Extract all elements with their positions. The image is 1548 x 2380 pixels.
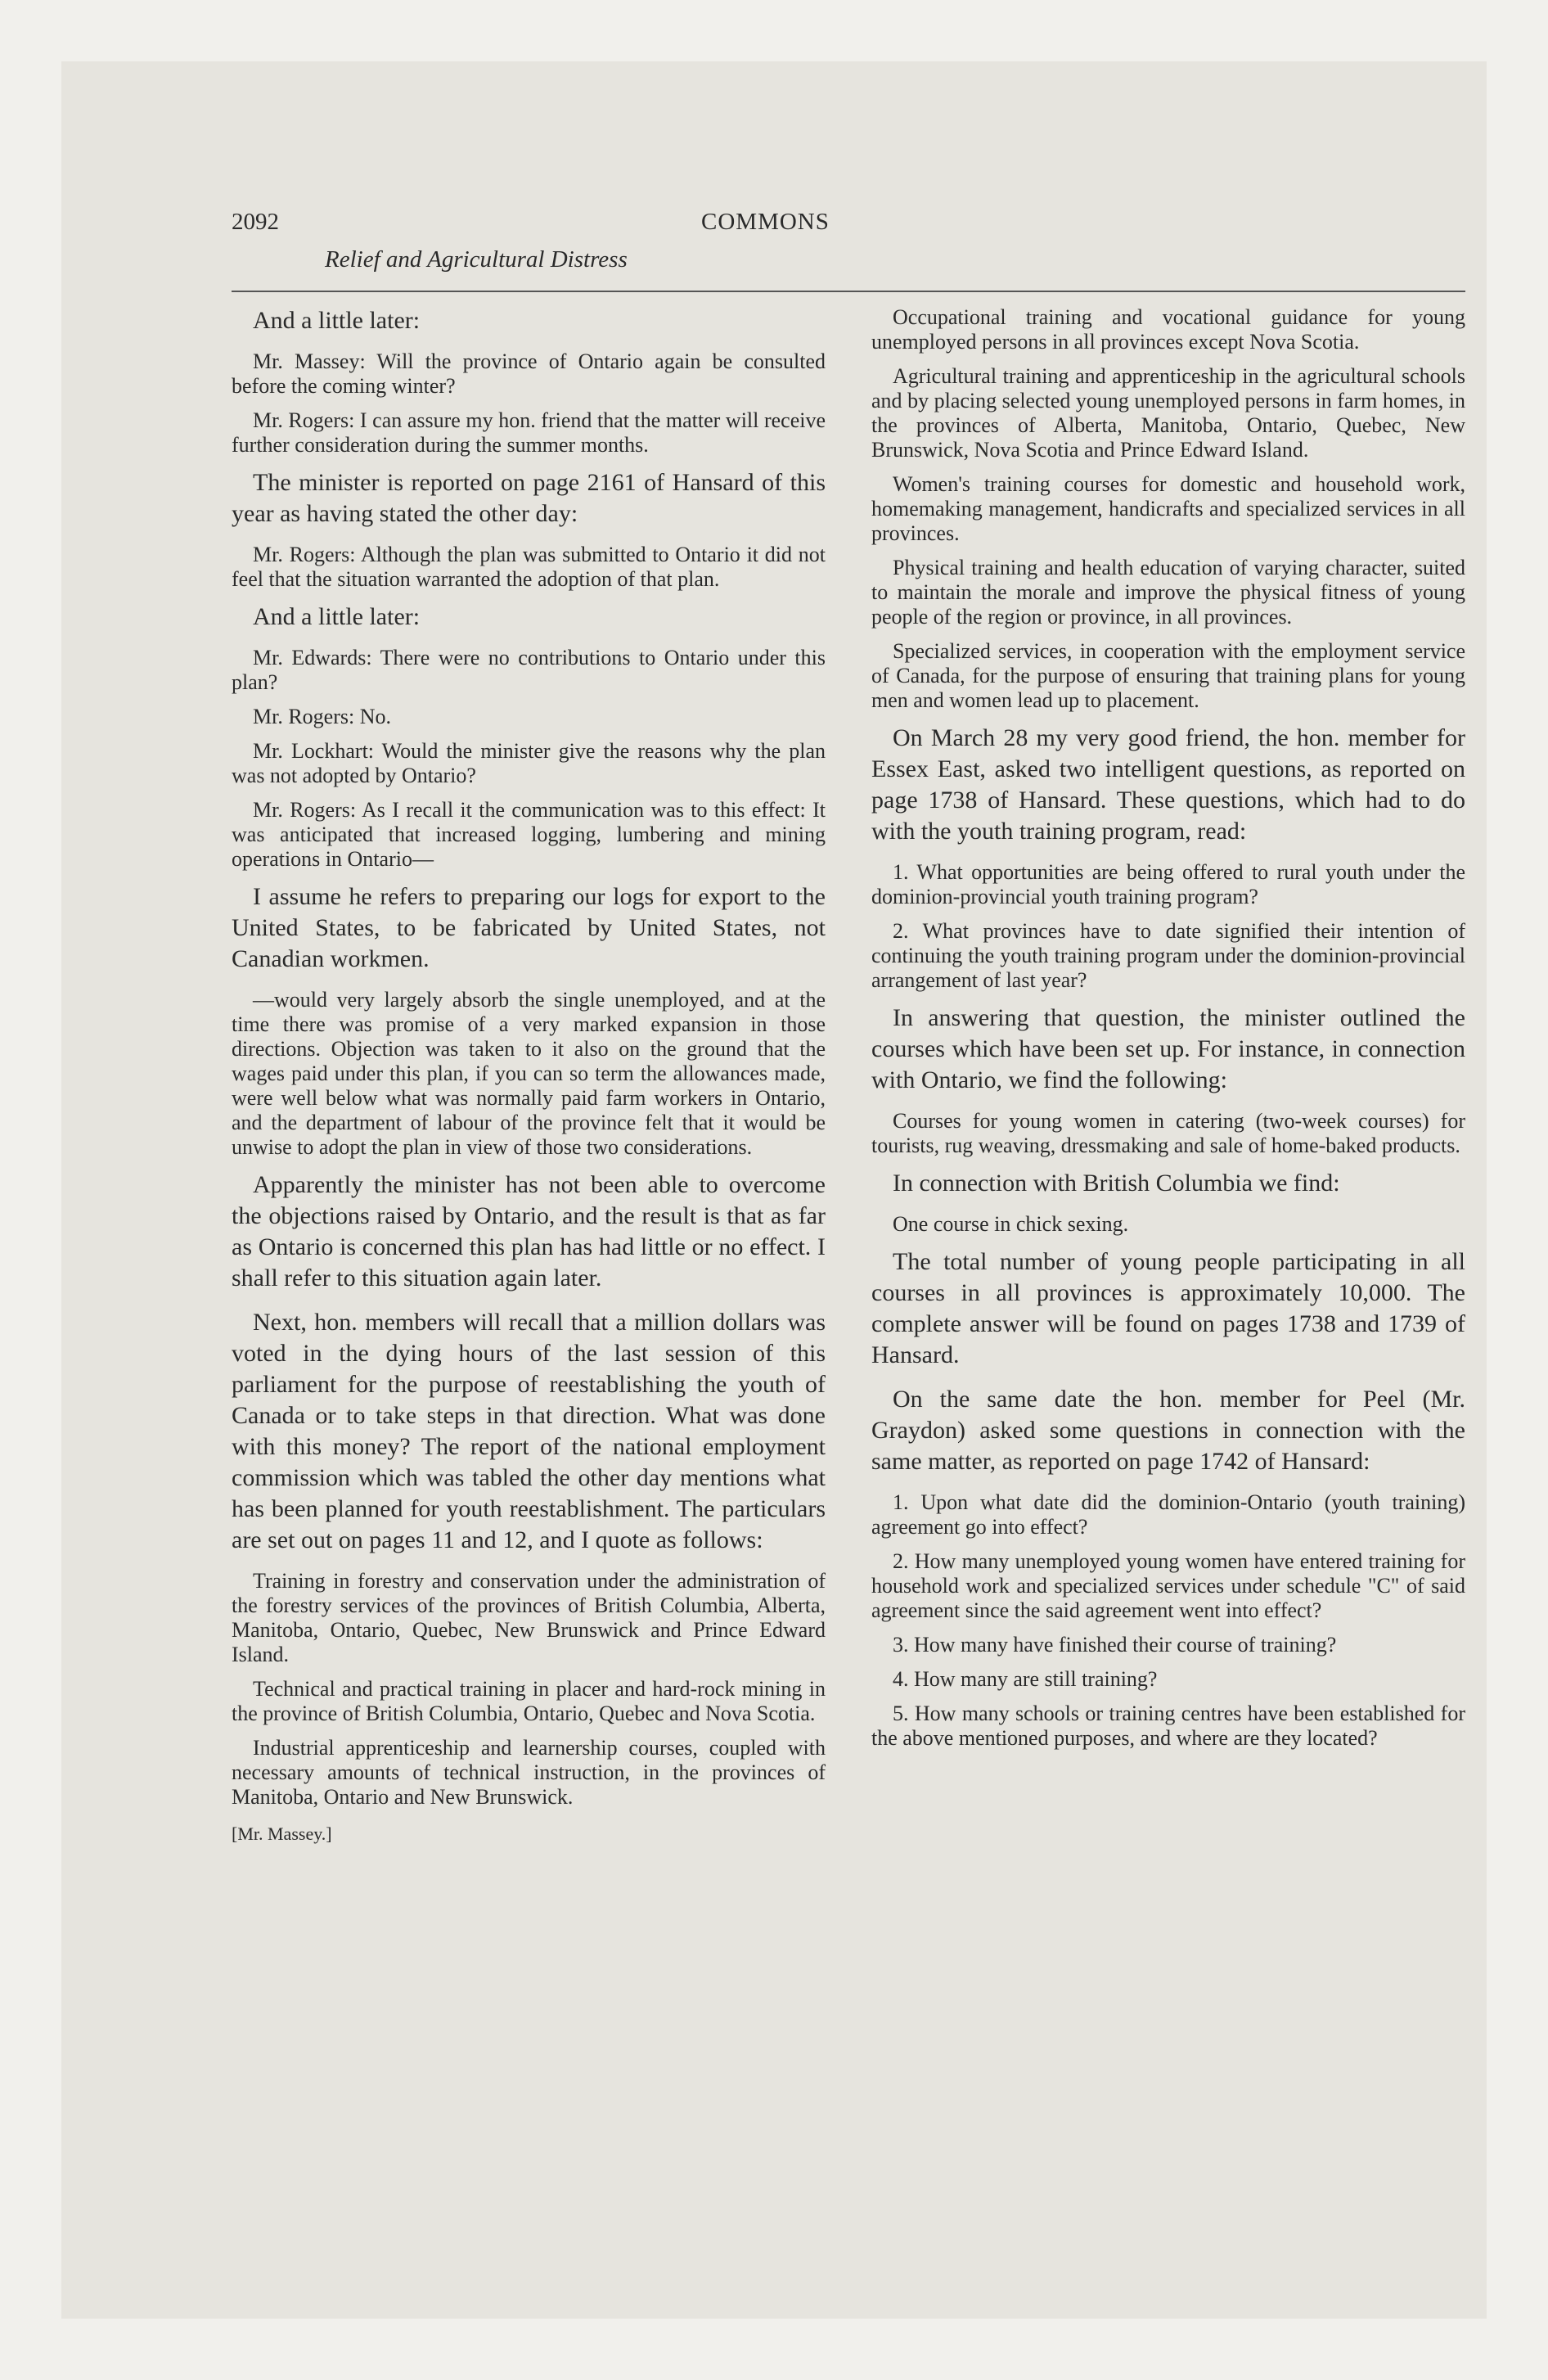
paragraph: Mr. Rogers: As I recall it the communication was to this effect: It was anticipated that increased logging, lumbering and mining operations in Ontario— — [232, 798, 826, 871]
page-header — [169, 150, 1364, 281]
paragraph: Mr. Edwards: There were no contributions to Ontario under this plan? — [232, 646, 826, 694]
document-page — [61, 61, 1487, 2319]
paragraph: Industrial apprenticeship and learnership courses, coupled with necessary amounts of technical instruction, in the provinces of Manitoba, Ontario and New Brunswick. — [232, 1736, 826, 1809]
paragraph: Mr. Rogers: I can assure my hon. friend that the matter will receive further consideration during the summer months. — [232, 408, 826, 457]
paragraph: 1. Upon what date did the dominion-Ontario (youth training) agreement go into effect? — [871, 1490, 1465, 1539]
paragraph: Physical training and health education of varying character, suited to maintain the morale and improve the physical fitness of young people of the region or province, in all provinces. — [871, 556, 1465, 629]
paragraph: Next, hon. members will recall that a million dollars was voted in the dying hours of the last session of this parliament for the purpose of reestablishing the youth of Canada or to take steps in that direction. What was done with this money? The report of the national employment commission which was tabled the other day mentions what has been planned for youth reestablishment. The particulars are set out on pages 11 and 12, and I quote as follows: — [232, 1309, 826, 1553]
text-columns — [232, 305, 1465, 1855]
page-content — [169, 150, 1465, 1844]
paragraph: Mr. Massey: Will the province of Ontario again be consulted before the coming winter? — [232, 349, 826, 398]
paragraph: Apparently the minister has not been able to overcome the objections raised by Ontario, and the result is that as far as Ontario is concerned this plan has had little or no effect. I shall refer to this situation again later. — [232, 1171, 826, 1291]
paragraph: The minister is reported on page 2161 of Hansard of this year as having stated the other day: — [232, 469, 826, 527]
paragraph: Women's training courses for domestic and household work, homemaking management, handicrafts and specialized services in all provinces. — [871, 472, 1465, 545]
paragraph: Mr. Lockhart: Would the minister give the reasons why the plan was not adopted by Ontario? — [232, 739, 826, 787]
running-title: COMMONS — [701, 209, 830, 235]
paragraph: Technical and practical training in placer and hard-rock mining in the province of British Columbia, Ontario, Quebec and Nova Scotia. — [232, 1677, 826, 1725]
header-rule — [232, 291, 1465, 292]
paragraph: [Mr. Massey.] — [232, 1823, 332, 1844]
paragraph: Training in forestry and conservation under the administration of the forestry services of the provinces of British Columbia, Alberta, Manitoba, Ontario, Quebec, New Brunswick and Prince Edward Island. — [232, 1569, 826, 1666]
right-column — [871, 305, 1465, 1855]
paragraph: The total number of young people participating in all courses in all provinces is approximately 10,000. The complete answer will be found on pages 1738 and 1739 of Hansard. — [871, 1248, 1465, 1368]
paragraph: One course in chick sexing. — [893, 1212, 1129, 1236]
paragraph: 2. What provinces have to date signified their intention of continuing the youth training program under the dominion-provincial arrangement of last year? — [871, 919, 1465, 992]
paragraph: 3. How many have finished their course of training? — [893, 1633, 1337, 1657]
paragraph: 2. How many unemployed young women have entered training for household work and specialized services under schedule "C" of said agreement since the said agreement went into effect? — [871, 1549, 1465, 1622]
paragraph: And a little later: — [253, 603, 421, 630]
paragraph: I assume he refers to preparing our logs for export to the United States, to be fabricated by United States, not Canadian workmen. — [232, 883, 826, 972]
paragraph: In answering that question, the minister outlined the courses which have been set up. For instance, in connection with Ontario, we find the following: — [871, 1004, 1465, 1093]
paragraph: On the same date the hon. member for Peel (Mr. Graydon) asked some questions in connection with the same matter, as reported on page 1742 of Hansard: — [871, 1386, 1465, 1475]
paragraph: Mr. Rogers: Although the plan was submitted to Ontario it did not feel that the situation warranted the adoption of that plan. — [232, 543, 826, 591]
paragraph: 4. How many are still training? — [893, 1667, 1158, 1691]
paragraph: 5. How many schools or training centres have been established for the above mentioned purposes, and where are they located? — [871, 1702, 1465, 1750]
paragraph: —would very largely absorb the single unemployed, and at the time there was promise of a very marked expansion in those directions. Objection was taken to it also on the ground that the wages paid under this plan, if you can so term the allowances made, were well below what was normally paid farm workers in Ontario, and the department of labour of the province felt that it would be unwise to adopt the plan in view of those two considerations. — [232, 988, 826, 1159]
paragraph: Specialized services, in cooperation with the employment service of Canada, for the purpose of ensuring that training plans for young men and women lead up to placement. — [871, 639, 1465, 712]
paragraph: And a little later: — [253, 307, 421, 334]
paragraph: Agricultural training and apprenticeship in the agricultural schools and by placing selected young unemployed persons in farm homes, in the provinces of Alberta, Manitoba, Ontario, Quebec, New Brunswick, Nova Scotia and Prince Edward Island. — [871, 364, 1465, 462]
section-title: Relief and Agricultural Distress — [325, 246, 628, 273]
paragraph: 1. What opportunities are being offered to rural youth under the dominion-provincial youth training program? — [871, 860, 1465, 908]
paragraph: Mr. Rogers: No. — [253, 705, 391, 728]
left-column — [232, 305, 826, 1855]
paragraph: Courses for young women in catering (two-week courses) for tourists, rug weaving, dressmaking and sale of home-baked products. — [871, 1109, 1465, 1157]
paragraph: In connection with British Columbia we find: — [893, 1170, 1340, 1197]
page-number: 2092 — [232, 209, 279, 235]
paragraph: Occupational training and vocational guidance for young unemployed persons in all provinces except Nova Scotia. — [871, 305, 1465, 354]
paragraph: On March 28 my very good friend, the hon. member for Essex East, asked two intelligent questions, as reported on page 1738 of Hansard. These questions, which had to do with the youth training program, read: — [871, 724, 1465, 845]
